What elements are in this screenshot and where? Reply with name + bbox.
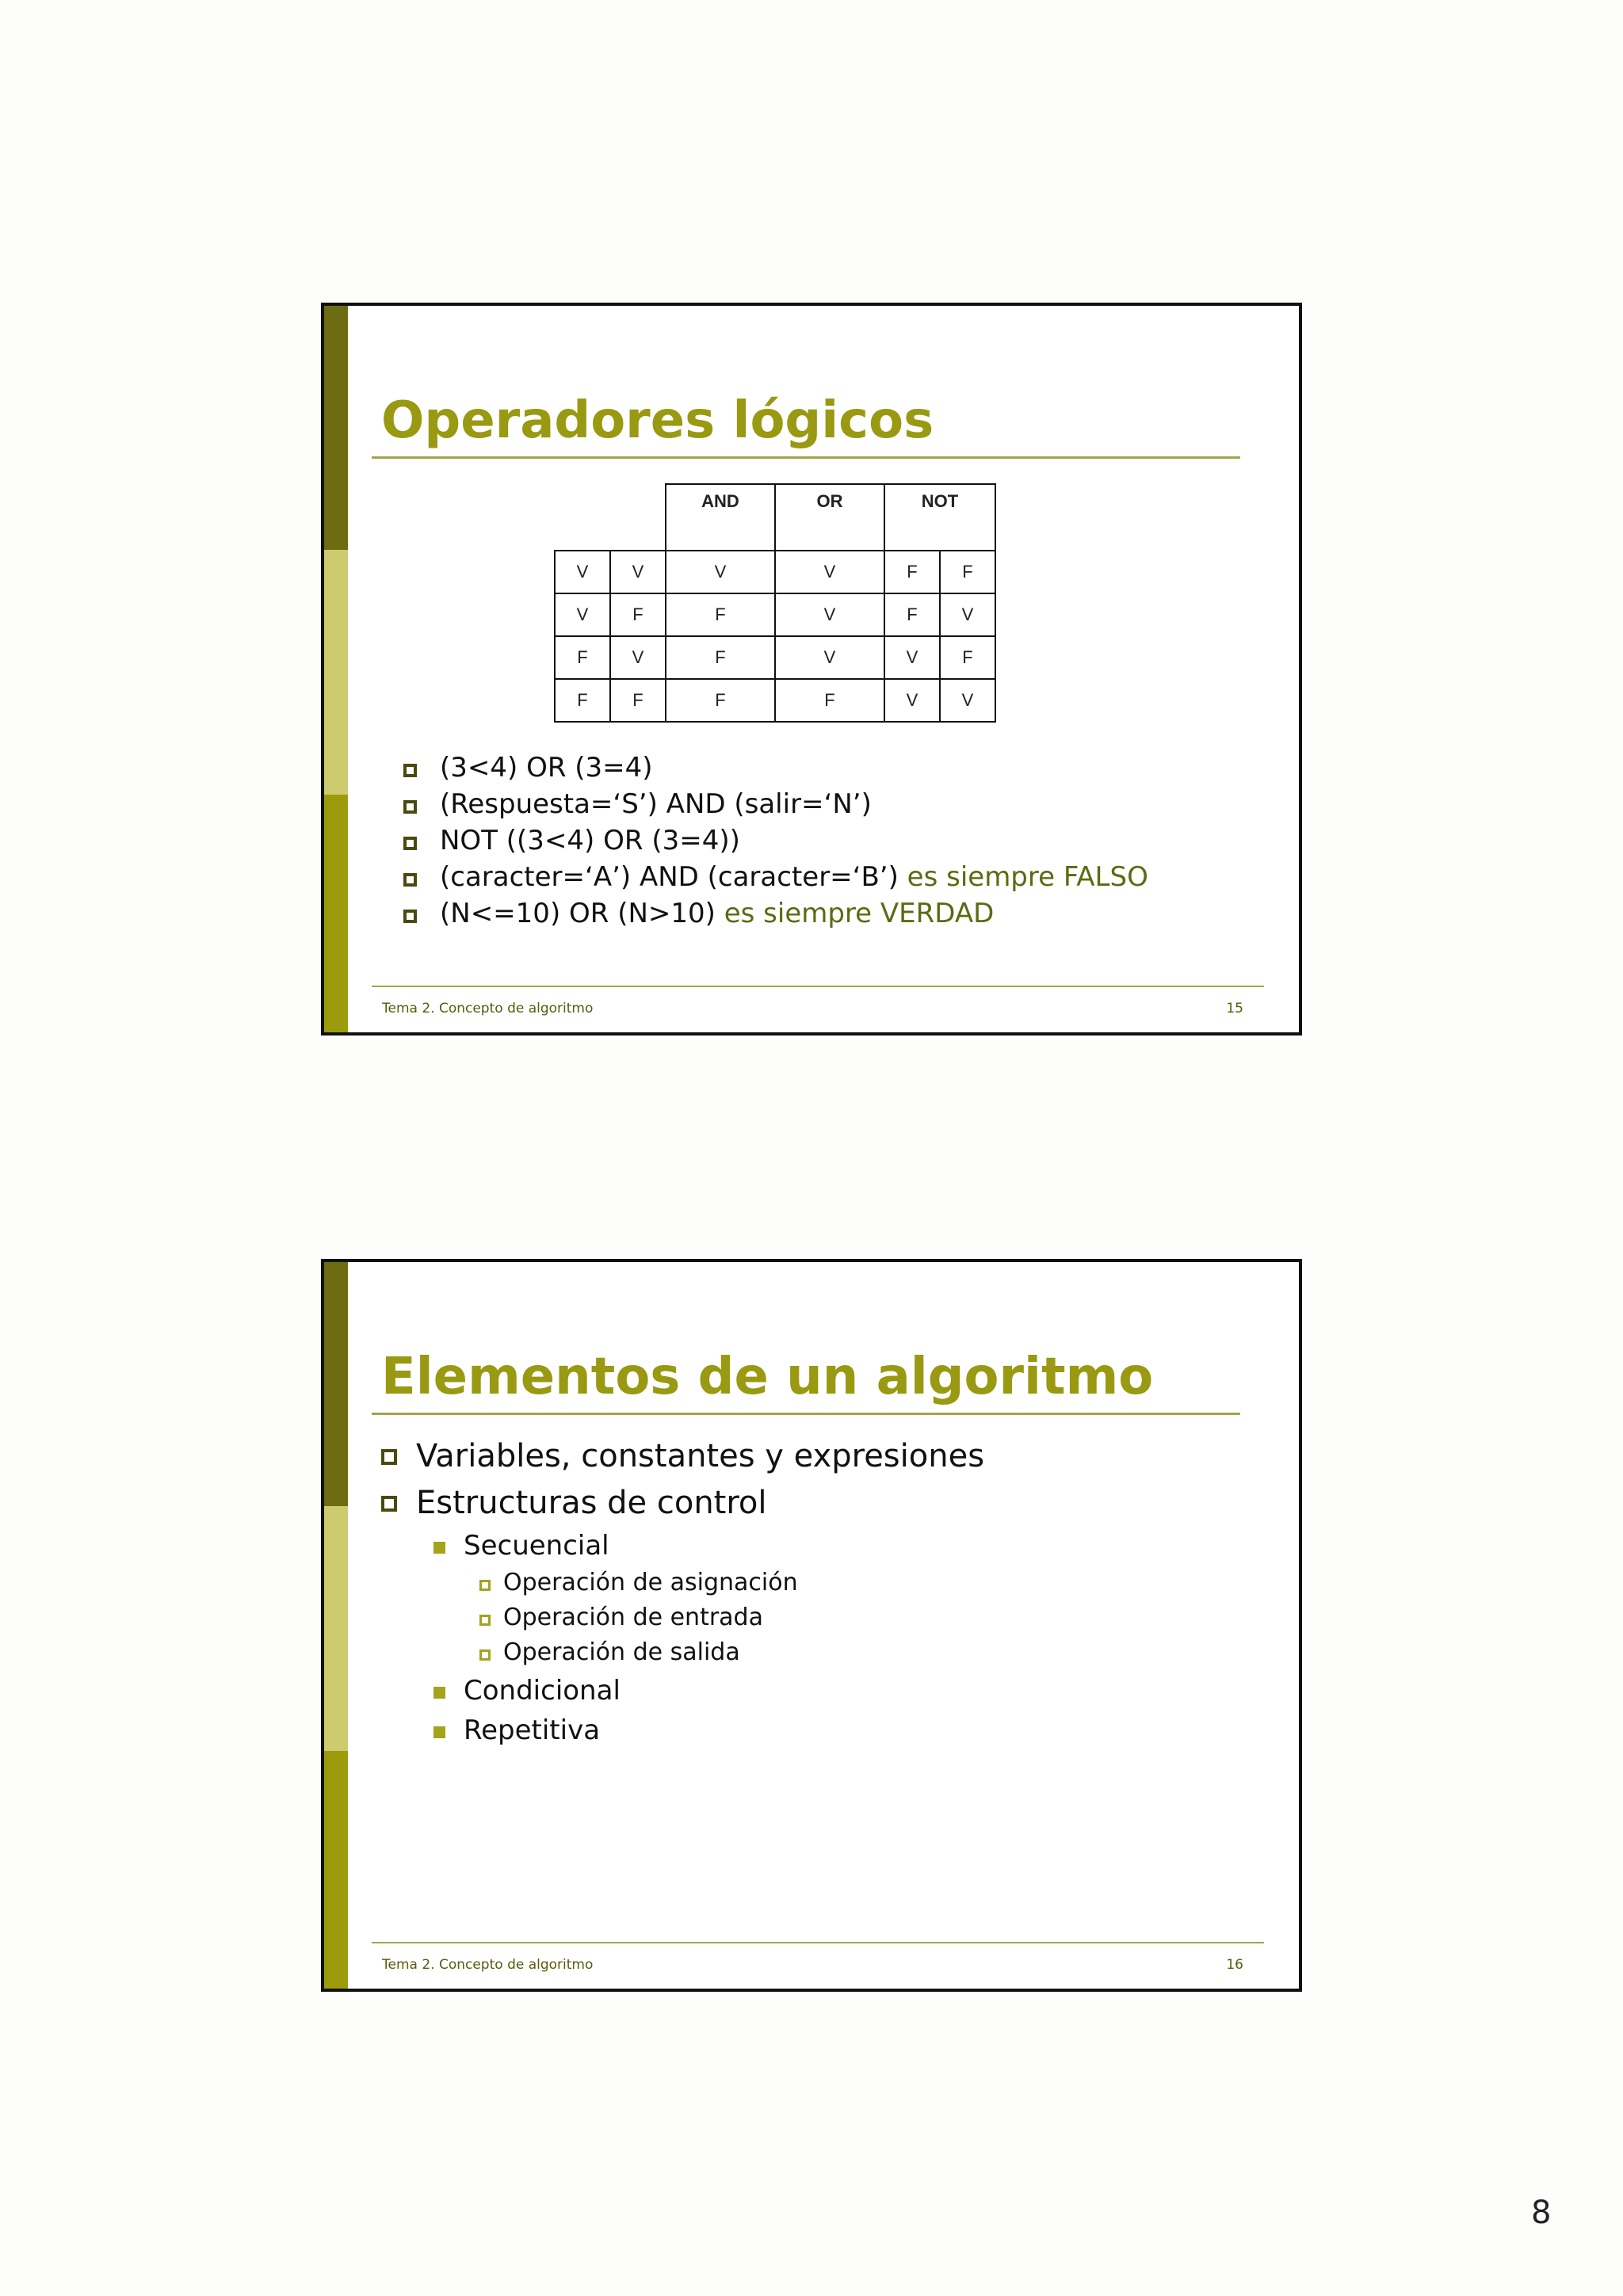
- square-bullet-icon: [403, 800, 417, 814]
- header-or: OR: [775, 484, 884, 551]
- table-row: [555, 679, 995, 722]
- truth-table: [554, 483, 996, 723]
- expression-list: [403, 749, 1148, 932]
- slide-title: Elementos de un algoritmo: [381, 1348, 1154, 1406]
- table-cell: F: [666, 679, 775, 722]
- table-cell: V: [666, 551, 775, 593]
- square-bullet-icon: [403, 873, 417, 887]
- square-bullet-icon: [381, 1496, 397, 1512]
- slide-footer: Tema 2. Concepto de algoritmo: [382, 1957, 594, 1973]
- list-item: Operación de asignación: [479, 1569, 798, 1596]
- table-cell: V: [940, 679, 995, 722]
- list-item: (caracter=‘A’) AND (caracter=‘B’) es siempre FALSO: [403, 859, 1148, 895]
- square-bullet-icon: [403, 837, 417, 850]
- header-not: NOT: [884, 484, 995, 551]
- slide-operadores-logicos: [321, 303, 1302, 1035]
- slide-title: Operadores lógicos: [381, 391, 934, 450]
- square-bullet-icon: [479, 1650, 491, 1661]
- list-item: Secuencial: [433, 1530, 609, 1562]
- slide-elementos-algoritmo: [321, 1259, 1302, 1992]
- table-cell: F: [555, 636, 610, 679]
- table-cell: V: [884, 636, 940, 679]
- list-item: (Respuesta=‘S’) AND (salir=‘N’): [403, 786, 1148, 822]
- table-cell: F: [666, 636, 775, 679]
- square-bullet-icon: [403, 910, 417, 923]
- slide-number: 15: [1226, 1001, 1243, 1016]
- list-item: Operación de entrada: [479, 1604, 763, 1631]
- table-row: [555, 551, 995, 593]
- list-item: NOT ((3<4) OR (3=4)): [403, 822, 1148, 859]
- table-cell: V: [775, 593, 884, 636]
- footer-rule: [372, 1942, 1264, 1943]
- table-cell: F: [666, 593, 775, 636]
- list-item: Estructuras de control: [381, 1485, 767, 1521]
- table-cell: F: [884, 593, 940, 636]
- slide-side-stripe: [324, 306, 348, 1032]
- square-bullet-icon: [433, 1542, 445, 1554]
- table-row: [555, 636, 995, 679]
- table-cell: V: [610, 636, 666, 679]
- table-cell: F: [555, 679, 610, 722]
- slide-number: 16: [1226, 1957, 1243, 1973]
- square-bullet-icon: [403, 764, 417, 777]
- table-cell: F: [940, 551, 995, 593]
- square-bullet-icon: [433, 1726, 445, 1738]
- header-and: AND: [666, 484, 775, 551]
- table-cell: F: [884, 551, 940, 593]
- table-cell: F: [610, 593, 666, 636]
- footer-rule: [372, 986, 1264, 987]
- table-cell: F: [775, 679, 884, 722]
- square-bullet-icon: [479, 1580, 491, 1591]
- table-cell: V: [775, 636, 884, 679]
- slide-side-stripe: [324, 1262, 348, 1989]
- table-cell: F: [940, 636, 995, 679]
- slide-footer: Tema 2. Concepto de algoritmo: [382, 1001, 594, 1016]
- page-number: 8: [1531, 2195, 1552, 2231]
- list-item: Condicional: [433, 1675, 621, 1707]
- table-cell: V: [775, 551, 884, 593]
- table-cell: F: [610, 679, 666, 722]
- bullet-note: es siempre FALSO: [907, 861, 1148, 893]
- square-bullet-icon: [381, 1449, 397, 1465]
- bullet-note: es siempre VERDAD: [724, 898, 995, 929]
- table-row: [555, 593, 995, 636]
- table-header-row: [555, 484, 995, 551]
- list-item: (N<=10) OR (N>10) es siempre VERDAD: [403, 895, 1148, 932]
- list-item: (3<4) OR (3=4): [403, 749, 1148, 786]
- list-item: Variables, constantes y expresiones: [381, 1438, 984, 1474]
- table-cell: V: [610, 551, 666, 593]
- square-bullet-icon: [479, 1615, 491, 1626]
- table-cell: V: [555, 551, 610, 593]
- title-underline: [372, 456, 1240, 459]
- square-bullet-icon: [433, 1687, 445, 1699]
- table-cell: V: [884, 679, 940, 722]
- table-cell: V: [555, 593, 610, 636]
- title-underline: [372, 1413, 1240, 1415]
- list-item: Operación de salida: [479, 1638, 740, 1666]
- list-item: Repetitiva: [433, 1714, 600, 1746]
- table-cell: V: [940, 593, 995, 636]
